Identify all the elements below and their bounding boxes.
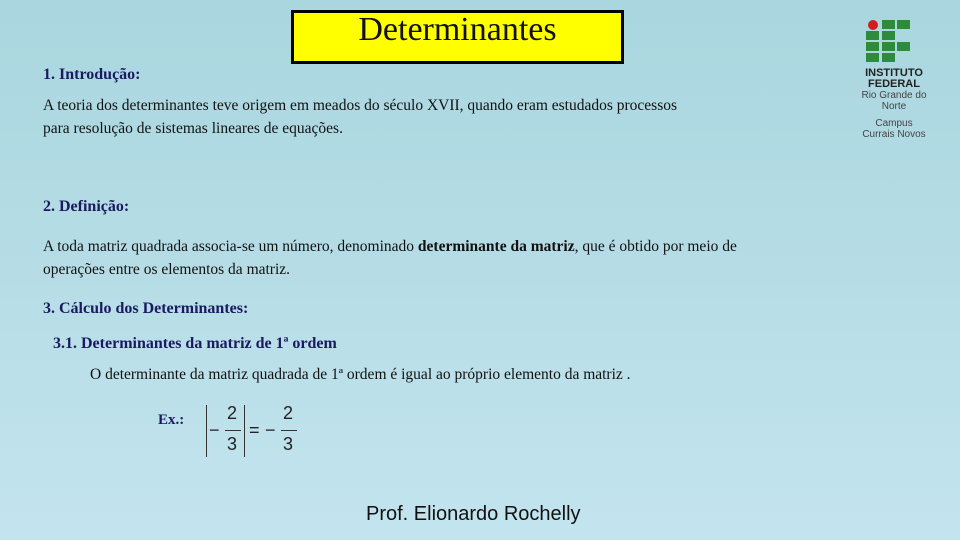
determinant-example [203, 403, 303, 459]
author-footer: Prof. Elionardo Rochelly [366, 503, 581, 525]
institute-logo [848, 20, 940, 140]
logo-line4: Campus [875, 118, 913, 129]
intro-line-2: para resolução de sistemas lineares de equações. [43, 120, 343, 137]
rhs-minus-sign: − [265, 420, 276, 440]
fraction-bar [225, 430, 241, 431]
calculation-heading: 3. Cálculo dos Determinantes: [43, 300, 249, 317]
intro-paragraph [43, 94, 823, 140]
logo-grid-icon [866, 20, 922, 64]
definition-text-c: , que é obtido por meio de [574, 238, 737, 255]
definition-line-1 [43, 235, 873, 258]
first-order-text: O determinante da matriz quadrada de 1ª ordem é igual ao próprio elemento da matriz . [90, 366, 631, 383]
intro-heading: 1. Introdução: [43, 66, 141, 83]
logo-line3: Rio Grande do Norte [861, 90, 927, 112]
denominator: 3 [227, 434, 238, 454]
definition-paragraph [43, 235, 873, 281]
definition-text-a: A toda matriz quadrada associa-se um número, denominado [43, 238, 418, 255]
right-bar [244, 405, 245, 457]
rhs-fraction-bar [281, 430, 297, 431]
logo-line1: INSTITUTO [865, 67, 923, 79]
equals-sign: = [249, 420, 260, 440]
first-order-heading: 3.1. Determinantes da matriz de 1ª ordem [53, 335, 337, 352]
logo-line5: Currais Novos [862, 129, 926, 140]
numerator: 2 [227, 403, 238, 423]
minus-sign: − [209, 420, 220, 440]
example-label: Ex.: [158, 412, 185, 428]
page-title: Determinantes [358, 11, 557, 48]
definition-line-2: operações entre os elementos da matriz. [43, 261, 291, 278]
left-bar [206, 405, 207, 457]
definition-heading: 2. Definição: [43, 198, 130, 215]
intro-line-1: A teoria dos determinantes teve origem em meados do século XVII, quando eram estudados processos [43, 97, 678, 114]
rhs-numerator: 2 [283, 403, 294, 423]
definition-term: determinante da matriz [417, 238, 575, 255]
title-box [291, 10, 624, 64]
logo-line2: FEDERAL [868, 78, 920, 90]
rhs-denominator: 3 [283, 434, 294, 454]
